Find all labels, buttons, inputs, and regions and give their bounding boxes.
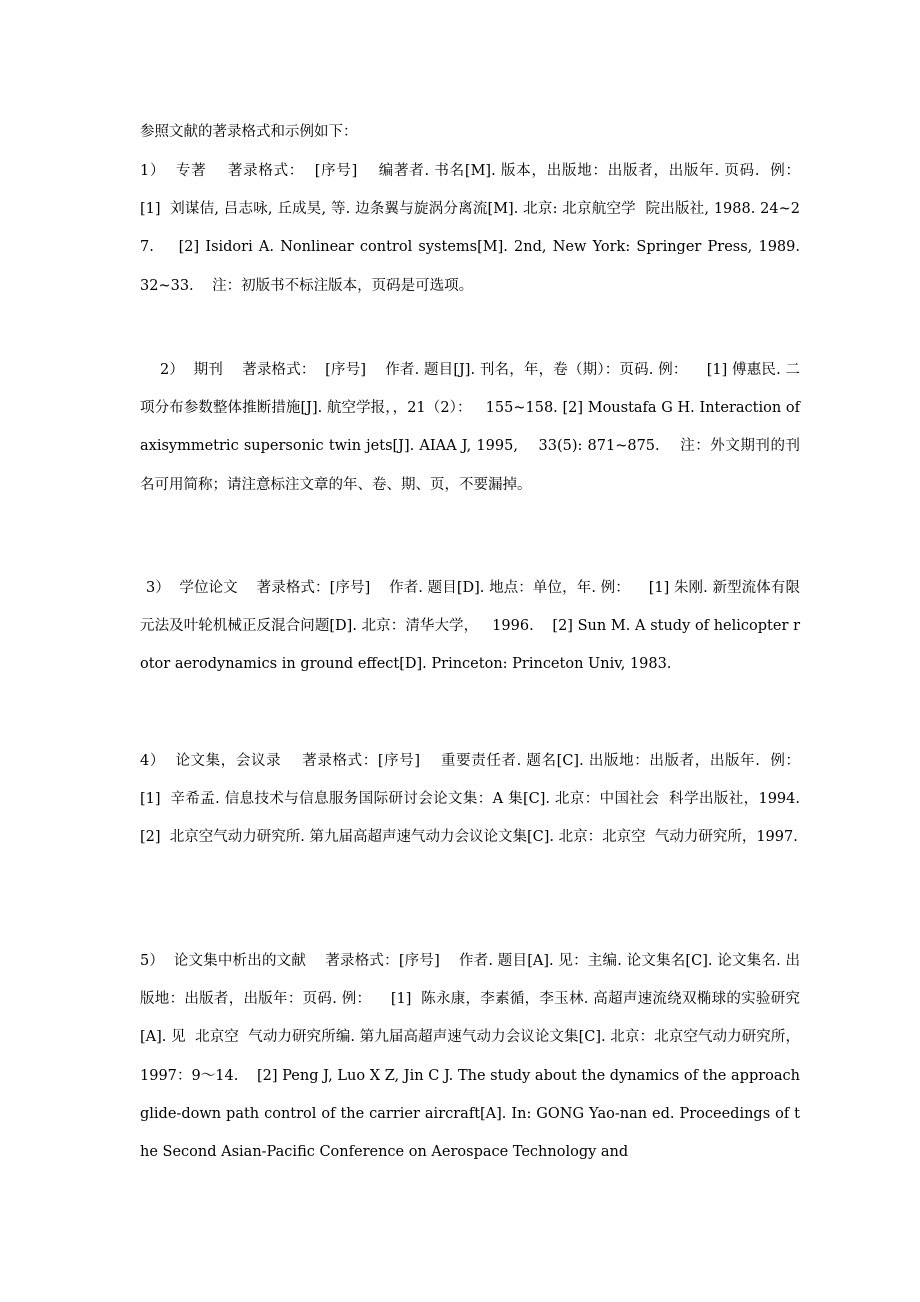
- section-dissertation: 3） 学位论文 著录格式：[序号] 作者. 题目[D]. 地点：单位，年. 例： [1] 朱刚. 新型流体有限元法及叶轮机械正反混合问题[D]. 北京：清华大学， 1996. [2] Sun M. A study of helicopter rotor aerodynamics in ground effect[D]. Princeton: Princeton Univ, 1983.: [140, 580, 800, 673]
- section-journal: 2） 期刊 著录格式： [序号] 作者. 题目[J]. 刊名，年，卷（期）：页码. 例： [1] 傅惠民. 二项分布参数整体推断措施[J]. 航空学报，，21（2）： 155~158. [2] Moustafa G H. Interaction of axisymmetric supersonic twin jets[J]. AIAA J, 1995, 33(5): 871~875. 注：外文期刊的刊名可用简称；请注意标注文章的年、卷、期、页，不要漏掉。: [140, 362, 805, 493]
- section-proceedings: 4） 论文集，会议录 著录格式：[序号] 重要责任者. 题名[C]. 出版地：出版者，出版年. 例： [1] 辛希孟. 信息技术与信息服务国际研讨会论文集：A 集[C]. 北京：中国社会 科学出版社，1994. [2] 北京空气动力研究所. 第九届高超声速气动力会议论文集[C]. 北京：北京空 气动力研究所，1997.: [140, 753, 819, 846]
- section-analytic: 5） 论文集中析出的文献 著录格式：[序号] 作者. 题目[A]. 见：主编. 论文集名[C]. 论文集名. 出版地：出版者，出版年：页码. 例： [1] 陈永康，李素循，李玉林. 高超声速流绕双椭球的实验研究[A]. 见 北京空 气动力研究所编. 第九届高超声速气动力会议论文集[C]. 北京：北京空气动力研究所，1997：9～14. [2] Peng J, Luo X Z, Jin C J. The study about the dynamics of the approach glide-down path control of the carrier aircraft[A]. In: GONG Yao-nan ed. Proceedings of the Second Asian-Pacific Conference on Aerospace Technology and: [140, 953, 819, 1161]
- section-monograph: 1） 专著 著录格式： [序号] 编著者. 书名[M]. 版本，出版地：出版者，出版年. 页码. 例： [1] 刘谋佶, 吕志咏, 丘成昊, 等. 边条翼与旋涡分离流[M]. 北京: 北京航空学 院出版社, 1988. 24~27. [2] Isidori A. Nonlinear control systems[M]. 2nd, New York: Springer Press, 1989. 32~33. 注：初版书不标注版本，页码是可选项。: [140, 163, 819, 294]
- intro-paragraph: 参照文献的著录格式和示例如下：: [140, 124, 358, 140]
